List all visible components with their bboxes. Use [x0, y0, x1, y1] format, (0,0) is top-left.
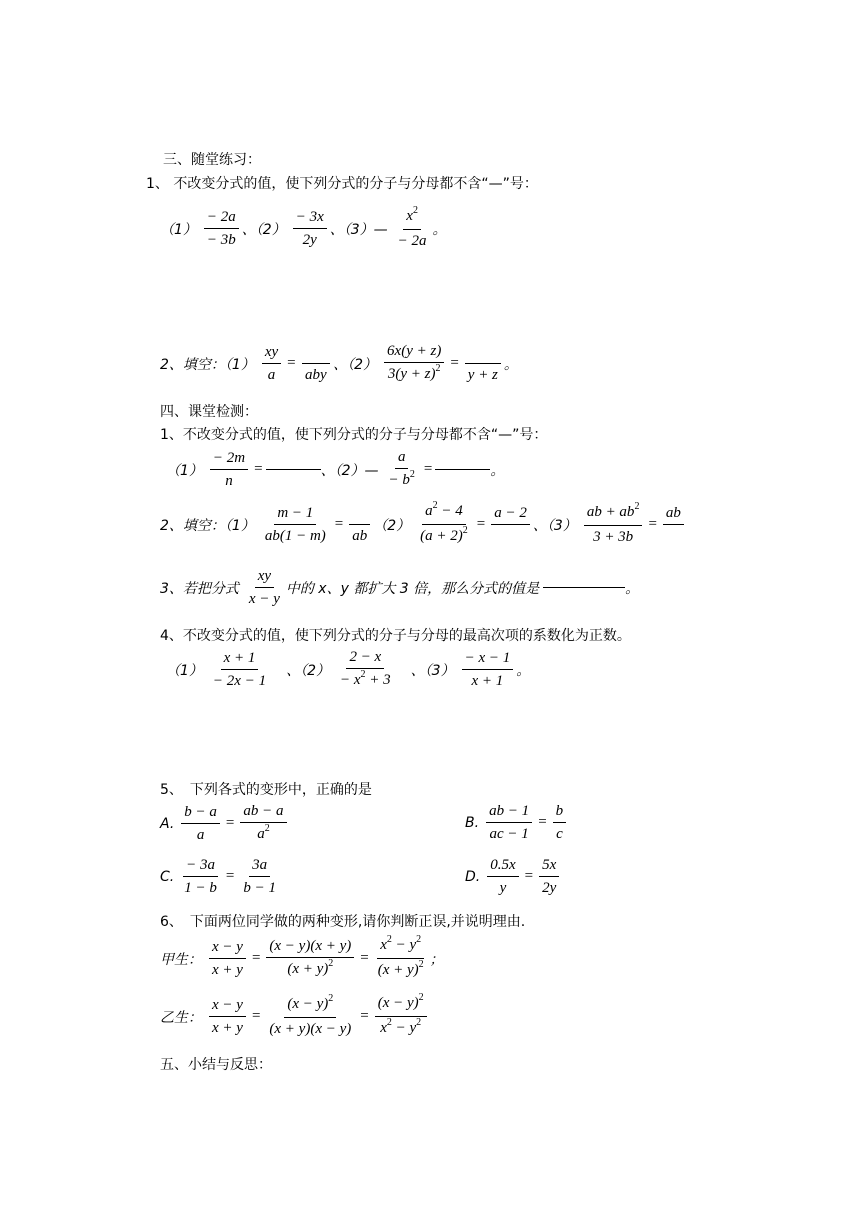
s3-question-2: 2、填空：（1） $\frac{xy}{a}$ = aby 、（2） $\frac{6x(y + z)}{3(y + z)^2}$ = y + z 。	[160, 340, 522, 387]
fraction: $\frac{(x - y)^2}{x^2 - y^2}$	[375, 992, 427, 1041]
option-d: D. $\frac{0.5x}{y}$ = $\frac{5x}{2y}$	[465, 854, 562, 899]
fraction: $\frac{ab + ab^2}{3 + 3b}$	[584, 501, 643, 548]
fraction: $\frac{6x(y + z)}{3(y + z)^2}$	[384, 340, 444, 387]
option-b: B. $\frac{ab - 1}{ac - 1}$ = $\frac{b}{c}$	[465, 800, 569, 845]
fraction: $\frac{x^2}{- 2a}$	[397, 205, 427, 249]
s4-question-2: 2、填空：（1） $\frac{m - 1}{ab(1 - m)}$ = ab （2） $\frac{a^2 - 4}{(a + 2)^2}$ = a − 2 、（3） $\frac{ab + ab^2}{3 + 3b}$ = ab	[160, 500, 687, 549]
s4-question-6: 6、 下面两位同学做的两种变形,请你判断正误,并说明理由.	[160, 914, 526, 930]
s4-q4-expressions: （1） $\frac{x + 1}{- 2x - 1}$ 、（2） $\frac{2 - x}{- x^2 + 3}$ 、（3） $\frac{- x - 1}{x + 1}$ 。	[166, 646, 534, 693]
option-a: A. $\frac{b - a}{a}$ = $\frac{ab - a}{a^2}$	[160, 800, 290, 847]
fraction: $\frac{0.5x}{y}$	[487, 854, 518, 899]
fraction-blank: aby	[302, 341, 331, 386]
fraction: $\frac{xy}{x - y}$	[246, 565, 283, 610]
fraction-blank: a − 2	[491, 502, 530, 547]
fraction: $\frac{x - y}{x + y}$	[209, 936, 246, 981]
fraction: $\frac{x^2 - y^2}{(x + y)^2}$	[377, 934, 424, 978]
section-5-heading: 五、小结与反思：	[160, 1057, 272, 1073]
option-c: C. $\frac{- 3a}{1 - b}$ = $\frac{3a}{b - 1}$	[160, 854, 282, 899]
fraction: $\frac{ab - 1}{ac - 1}$	[486, 800, 532, 845]
fraction: $\frac{2 - x}{- x^2 + 3}$	[337, 646, 394, 693]
fraction: $\frac{m - 1}{ab(1 - m)}$	[262, 502, 329, 547]
fraction: $\frac{(x - y)^2}{(x + y)(x - y)}$	[269, 993, 352, 1037]
s4-question-3: 3、若把分式 $\frac{xy}{x - y}$ 中的 x、y 都扩大 3 倍，那么分式的值是 。	[160, 565, 643, 610]
fraction: $\frac{- 2a}{- 3b}$	[204, 206, 239, 251]
fraction-blank: ab	[663, 502, 684, 547]
fraction: $\frac{a}{- b^2}$	[386, 446, 418, 493]
fraction: $\frac{(x - y)(x + y)}{(x + y)^2}$	[266, 935, 354, 982]
fraction: $\frac{- 3a}{1 - b}$	[181, 854, 220, 899]
s4-question-1: 1、不改变分式的值，使下列分式的分子与分母都不含“—”号：	[160, 427, 548, 443]
s4-question-5: 5、 下列各式的变形中，正确的是	[160, 782, 372, 798]
student-jia: 甲生： $\frac{x - y}{x + y}$ = $\frac{(x - y)(x + y)}{(x + y)^2}$ = $\frac{x^2 - y^2}{(x + y)^2}$ ；	[160, 934, 448, 983]
fraction: $\frac{5x}{2y}$	[539, 854, 559, 899]
section-4-heading: 四、课堂检测：	[160, 404, 258, 420]
fraction: $\frac{- 2m}{n}$	[210, 447, 248, 492]
s3-q1-expressions: （1） $\frac{- 2a}{- 3b}$ 、（2） $\frac{- 3x}{2y}$ 、（3）— $\frac{x^2}{- 2a}$ 。	[160, 205, 451, 252]
fraction: $\frac{a^2 - 4}{(a + 2)^2}$	[420, 500, 468, 544]
fraction: $\frac{xy}{a}$	[262, 341, 281, 386]
student-yi: 乙生： $\frac{x - y}{x + y}$ = $\frac{(x - y)^2}{(x + y)(x - y)}$ = $\frac{(x - y)^2}{x^2 - y^2}$	[160, 992, 430, 1041]
fraction: $\frac{- x - 1}{x + 1}$	[462, 647, 514, 692]
s4-question-4: 4、不改变分式的值，使下列分式的分子与分母的最高次项的系数化为正数。	[160, 628, 631, 644]
fraction: $\frac{- 3x}{2y}$	[293, 206, 327, 251]
fraction: $\frac{x + 1}{- 2x - 1}$	[210, 647, 269, 692]
fraction: $\frac{b}{c}$	[553, 800, 567, 845]
fraction: $\frac{ab - a}{a^2}$	[240, 800, 286, 847]
fraction: $\frac{b - a}{a}$	[181, 801, 220, 846]
section-3-heading: 三、随堂练习：	[163, 152, 261, 168]
fraction-blank: ab	[349, 502, 370, 547]
s3-question-1: 1、 不改变分式的值，使下列分式的分子与分母都不含“—”号：	[146, 176, 538, 192]
fraction: $\frac{3a}{b - 1}$	[240, 854, 279, 899]
s4-q1-expressions: （1） $\frac{- 2m}{n}$ = 、（2）— $\frac{a}{- b^2}$ = 。	[166, 446, 508, 493]
fraction: $\frac{x - y}{x + y}$	[209, 994, 246, 1039]
fraction-blank: y + z	[465, 341, 501, 386]
